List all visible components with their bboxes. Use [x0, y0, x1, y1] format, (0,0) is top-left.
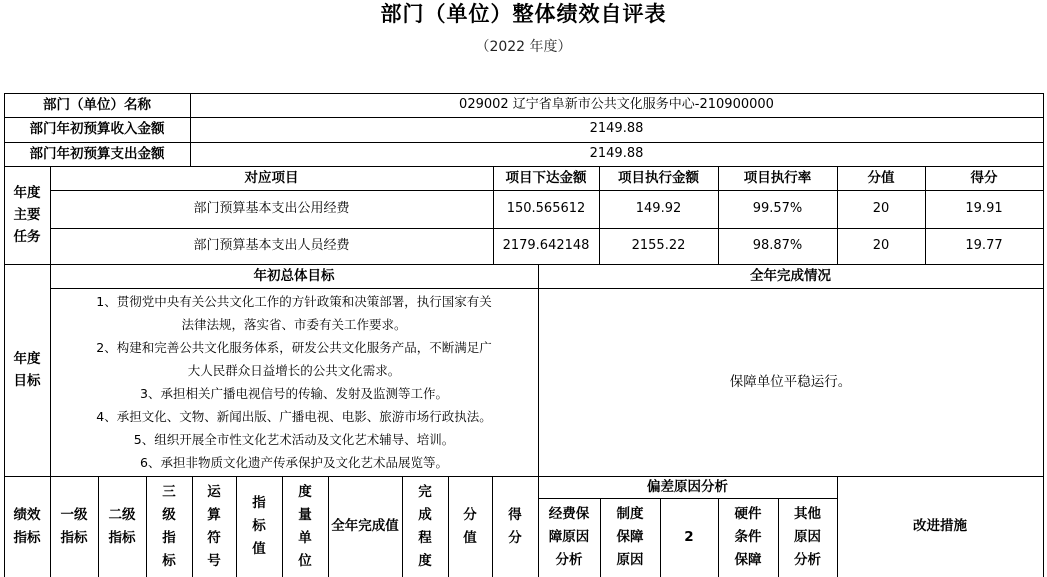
- grid-line: [538, 264, 539, 577]
- goal-line: 大人民群众日益增长的公共文化需求。: [187, 363, 401, 378]
- grid-line: [4, 117, 1044, 118]
- header-project: 对应项目: [244, 169, 299, 186]
- grid-line: [778, 498, 779, 577]
- task-rate: 98.87%: [752, 237, 803, 253]
- deviation-system-line: 制度: [616, 506, 644, 522]
- target-header: [236, 476, 282, 577]
- grid-line: [4, 93, 1044, 94]
- indicator-weight-line: 值: [463, 529, 477, 546]
- task-item: 部门预算基本支出人员经费: [193, 237, 350, 253]
- grid-line: [190, 93, 191, 166]
- dept-name-label: 部门（单位）名称: [43, 96, 151, 113]
- indicators-label-line: 指标: [13, 529, 41, 546]
- deviation-hardware-line: 保障: [734, 552, 762, 568]
- dept-income-value: 2149.88: [589, 121, 644, 137]
- completion-header: 全年完成情况: [750, 267, 831, 284]
- grid-line: [448, 476, 449, 577]
- goal-line: 6、承担非物质文化遗产传承保护及文化艺术品展览等。: [140, 455, 448, 470]
- operator-line: 号: [207, 552, 221, 569]
- level3-line: 标: [162, 552, 176, 569]
- goal-line: 3、承担相关广播电视信号的传输、发射及监测等工作。: [140, 386, 448, 401]
- header-rate: 项目执行率: [743, 169, 812, 186]
- tasks-label-line: 主要: [13, 207, 41, 223]
- deviation-funding-line: 障原因: [548, 529, 590, 545]
- deviation-header: 偏差原因分析: [647, 478, 728, 495]
- level2-line: 二级: [108, 506, 136, 523]
- dept-income-label: 部门年初预算收入金额: [29, 121, 165, 138]
- deviation-funding: [538, 498, 600, 577]
- level1-line: 指标: [60, 529, 88, 546]
- grid-line: [4, 166, 1044, 167]
- completion-degree-line: 程: [418, 529, 432, 546]
- grid-line: [98, 476, 99, 577]
- level1-line: 一级: [60, 506, 88, 523]
- task-weight: 20: [872, 237, 890, 253]
- page-title: 部门（单位）整体绩效自评表: [380, 2, 667, 26]
- grid-line: [4, 476, 1044, 477]
- deviation-hardware-line: 硬件: [734, 506, 762, 522]
- unit-header: [282, 476, 328, 577]
- deviation-other: [778, 498, 837, 577]
- operator-header: [192, 476, 236, 577]
- grid-line: [50, 166, 51, 577]
- task-executed: 149.92: [635, 200, 682, 216]
- deviation-hardware: [718, 498, 778, 577]
- grid-line: [538, 498, 837, 499]
- indicator-weight-header: [448, 476, 492, 577]
- grid-line: [236, 476, 237, 577]
- task-score: 19.77: [965, 237, 1003, 253]
- grid-line: [1043, 93, 1044, 577]
- dept-expense-label: 部门年初预算支出金额: [29, 145, 165, 162]
- grid-line: [837, 476, 838, 577]
- header-executed: 项目执行金额: [618, 169, 699, 186]
- unit-line: 量: [298, 506, 312, 523]
- grid-line: [192, 476, 193, 577]
- deviation-personnel: 2: [684, 529, 694, 546]
- unit-line: 位: [298, 552, 312, 569]
- initial-goal-header: 年初总体目标: [253, 267, 335, 284]
- indicator-weight-line: 分: [463, 506, 477, 523]
- operator-line: 算: [207, 506, 221, 523]
- page-subtitle: （2022 年度）: [475, 39, 572, 55]
- indicator-score-line: 得: [508, 506, 522, 523]
- goal-line: 法律法规，落实省、市委有关工作要求。: [181, 317, 407, 332]
- target-line: 值: [252, 541, 266, 557]
- goals-label: [4, 264, 50, 476]
- deviation-other-line: 分析: [794, 552, 821, 568]
- completion-degree-line: 完: [418, 483, 432, 500]
- goals-label-line: 目标: [13, 373, 41, 389]
- level3-line: 级: [162, 506, 176, 523]
- task-issued: 150.565612: [506, 200, 586, 216]
- header-score: 得分: [970, 169, 998, 186]
- header-issued: 项目下达金额: [505, 169, 587, 186]
- deviation-system-line: 原因: [616, 552, 644, 568]
- completion-degree-line: 度: [418, 552, 432, 569]
- grid-line: [50, 190, 1044, 191]
- deviation-other-line: 其他: [794, 506, 821, 522]
- grid-line: [660, 498, 661, 577]
- goal-line: 2、构建和完善公共文化服务体系，研发公共文化服务产品，不断满足广: [96, 340, 492, 355]
- completion-text: 保障单位平稳运行。: [729, 373, 852, 390]
- task-weight: 20: [872, 200, 890, 216]
- grid-line: [402, 476, 403, 577]
- indicators-label-line: 绩效: [13, 506, 41, 523]
- completion-degree-header: [402, 476, 448, 577]
- unit-line: 单: [298, 529, 312, 546]
- target-line: 标: [252, 518, 266, 534]
- deviation-system-line: 保障: [616, 529, 644, 545]
- grid-line: [282, 476, 283, 577]
- tasks-label: [4, 166, 50, 264]
- level1-header: [50, 476, 98, 577]
- grid-line: [837, 166, 838, 264]
- deviation-other-line: 原因: [794, 529, 821, 545]
- indicator-score-header: [492, 476, 538, 577]
- goal-line: 1、贯彻党中央有关公共文化工作的方针政策和决策部署，执行国家有关: [96, 294, 492, 309]
- deviation-funding-line: 分析: [555, 552, 583, 568]
- level2-header: [98, 476, 146, 577]
- grid-line: [925, 166, 926, 264]
- completion-degree-line: 成: [418, 506, 432, 523]
- grid-line: [50, 288, 1044, 289]
- deviation-hardware-line: 条件: [734, 529, 762, 545]
- indicators-label: [4, 476, 50, 577]
- goal-line: 4、承担文化、文物、新闻出版、广播电视、电影、旅游市场行政执法。: [96, 409, 492, 424]
- tasks-label-line: 任务: [13, 229, 41, 245]
- deviation-system: [600, 498, 660, 577]
- task-issued: 2179.642148: [502, 237, 590, 253]
- grid-line: [492, 476, 493, 577]
- level2-line: 指标: [108, 529, 136, 546]
- grid-line: [328, 476, 329, 577]
- unit-line: 度: [298, 483, 312, 500]
- grid-line: [4, 93, 5, 577]
- initial-goal-text: [50, 288, 538, 476]
- improvement-header: 改进措施: [913, 518, 967, 535]
- operator-line: 运: [207, 483, 221, 500]
- grid-line: [4, 142, 1044, 143]
- goals-label-line: 年度: [13, 351, 41, 367]
- task-rate: 99.57%: [752, 200, 803, 216]
- grid-line: [718, 166, 719, 264]
- level3-line: 三: [162, 483, 176, 500]
- deviation-funding-line: 经费保: [548, 506, 590, 522]
- grid-line: [718, 498, 719, 577]
- dept-expense-value: 2149.88: [589, 145, 644, 161]
- grid-line: [600, 498, 601, 577]
- target-line: 指: [252, 495, 266, 511]
- grid-line: [493, 166, 494, 264]
- grid-line: [4, 264, 1044, 265]
- indicator-score-line: 分: [508, 529, 522, 546]
- annual-value-header: 全年完成值: [331, 518, 399, 535]
- operator-line: 符: [207, 529, 221, 546]
- level3-line: 指: [162, 529, 176, 546]
- grid-line: [50, 228, 1044, 229]
- task-item: 部门预算基本支出公用经费: [193, 200, 350, 216]
- grid-line: [599, 166, 600, 264]
- header-weight: 分值: [867, 169, 895, 186]
- goal-line: 5、组织开展全市性文化艺术活动及文化艺术辅导、培训。: [133, 432, 455, 447]
- level3-header: [146, 476, 192, 577]
- task-executed: 2155.22: [631, 237, 686, 253]
- dept-name-value: 029002 辽宁省阜新市公共文化服务中心-210900000: [459, 96, 774, 112]
- grid-line: [146, 476, 147, 577]
- task-score: 19.91: [965, 200, 1003, 216]
- tasks-label-line: 年度: [13, 185, 41, 201]
